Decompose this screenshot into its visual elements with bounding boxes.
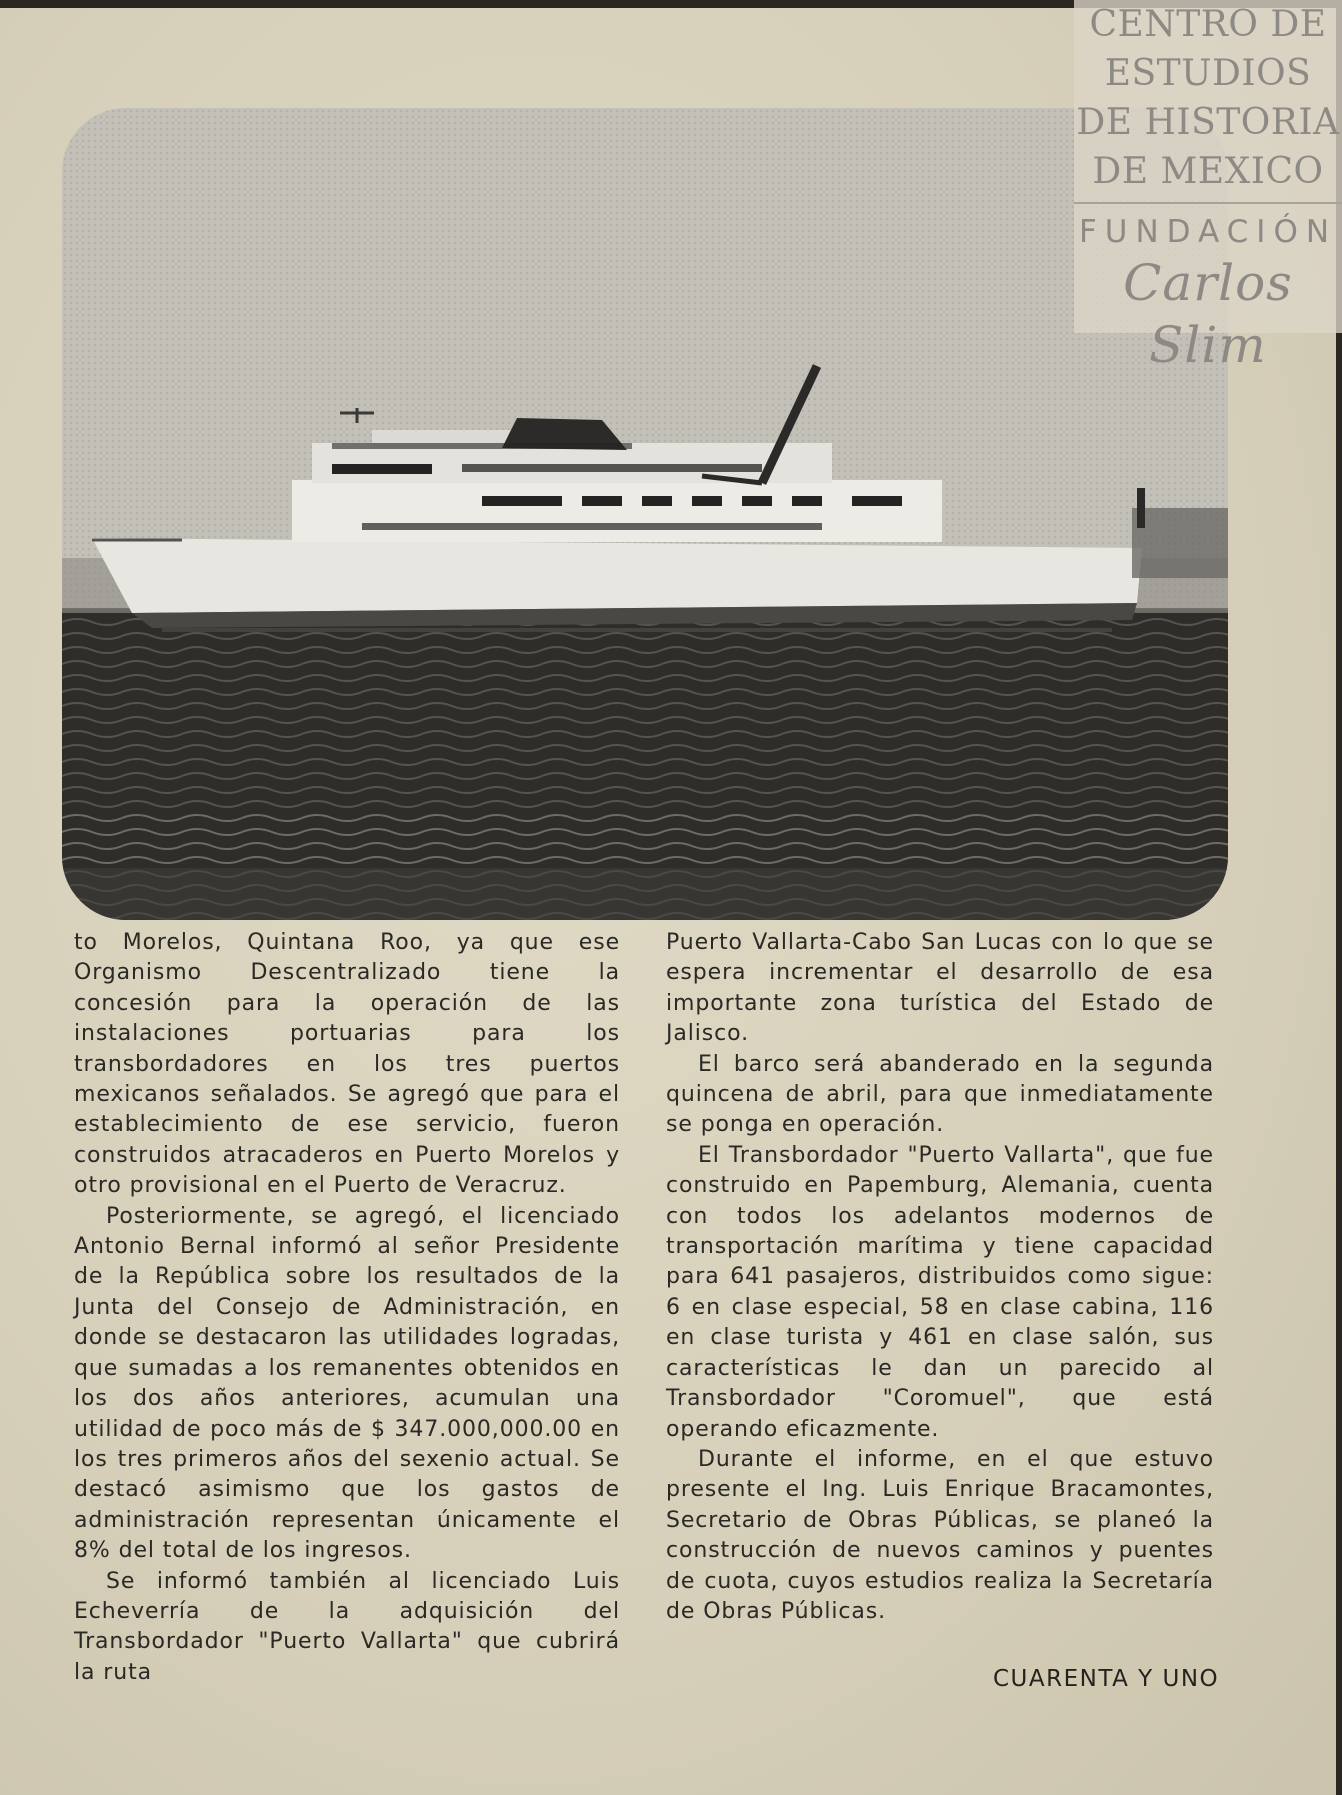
ship-illustration xyxy=(62,108,1228,920)
watermark-line: DE MEXICO xyxy=(1092,151,1324,192)
article-paragraph: Se informó también al licenciado Luis Echeverría de la adquisición del Transbordador "Puerto Vallarta" que cubrirá la ruta xyxy=(74,1568,620,1685)
archive-watermark xyxy=(1074,0,1342,374)
page-number-folio: CUARENTA Y UNO xyxy=(993,1666,1220,1692)
watermark-line: DE HISTORIA xyxy=(1076,102,1340,143)
ferry-ship-photo xyxy=(62,108,1228,920)
watermark-line: ESTUDIOS xyxy=(1104,53,1312,94)
article-paragraph: Durante el informe, en el que estuvo presente el Ing. Luis Enrique Bracamontes, Secretario de Obras Públicas, se planeó la construcción de nuevos caminos y puentes de cuota, cuyos estudios realiza la Secretaría de Obras Públicas. xyxy=(666,1446,1214,1624)
watermark-foundation: FUNDACIÓN xyxy=(1078,214,1338,250)
article-left-column xyxy=(74,928,620,1688)
watermark-divider xyxy=(1074,202,1342,204)
watermark-line: CENTRO DE xyxy=(1089,4,1327,45)
article-paragraph: El barco será abanderado en la segunda quincena de abril, para que inmediatamente se ponga en operación. xyxy=(666,1051,1214,1138)
article-paragraph: to Morelos, Quintana Roo, ya que ese Organismo Descentralizado tiene la concesión para la operación de las instalaciones portuarias para los transbordadores en los tres puertos mexicanos señalados. Se agregó que para el establecimiento de ese servicio, fueron construidos atracaderos en Puerto Morelos y otro provisional en el Puerto de Veracruz. xyxy=(74,930,620,1199)
article-paragraph: Puerto Vallarta-Cabo San Lucas con lo que se espera incrementar el desarrollo de esa importante zona turística del Estado de Jalisco. xyxy=(666,930,1214,1047)
article-paragraph: Posteriormente, se agregó, el licenciado Antonio Bernal informó al señor Presidente de la República sobre los resultados de la Junta del Consejo de Administración, en donde se destacaron las utilidades logradas, que sumadas a los remanentes obtenidos en los dos años anteriores, acumulan una utilidad de poco más de $ 347.000,000.00 en los tres primeros años del sexenio actual. Se destacó asimismo que los gastos de administración representan únicamente el 8% del total de los ingresos. xyxy=(74,1203,620,1564)
article-paragraph: El Transbordador "Puerto Vallarta", que fue construido en Papemburg, Alemania, cuenta con todos los adelantos modernos de transportación marítima y tiene capacidad para 641 pasajeros, distribuidos como sigue: 6 en clase especial, 58 en clase cabina, 116 en clase turista y 461 en clase salón, sus características le dan un parecido al Transbordador "Coromuel", que está operando eficazmente. xyxy=(666,1142,1214,1442)
watermark-signature: Carlos Slim xyxy=(1123,254,1293,374)
article-right-column xyxy=(666,928,1214,1627)
